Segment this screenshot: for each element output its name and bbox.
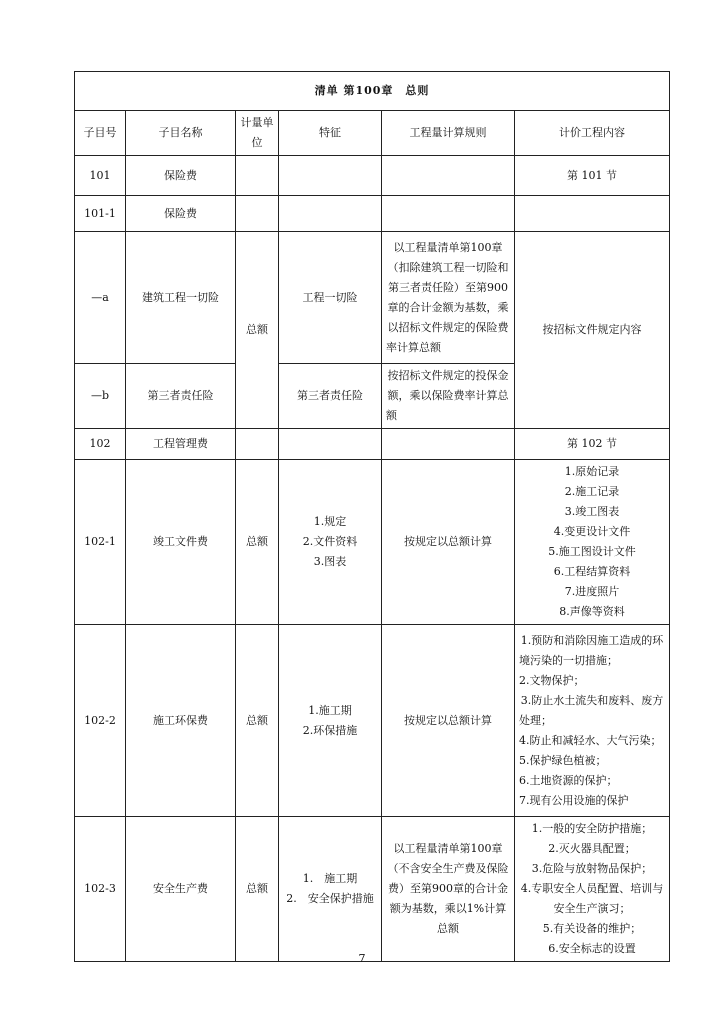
cell-name: 建筑工程一切险 [126,232,236,364]
content-item: 5.保护绿色植被； [519,753,607,767]
feature-item: 1.施工期 [308,703,352,717]
content-item: 7.现有公用设施的保护 [519,793,629,807]
table-row [75,817,670,962]
cell-code: —a [75,232,126,364]
content-item: 1.原始记录 [564,465,620,478]
cell-content: 第 101 节 [515,156,670,196]
cell-name: 安全生产费 [126,817,236,962]
cell-content: 按招标文件规定内容 [515,232,670,429]
cell-feature-list [279,817,382,962]
feature-item: 3.图表 [313,555,347,568]
cell-unit: 总额 [236,232,279,429]
cell-code: 101-1 [75,196,126,232]
content-item: 2.施工记录 [564,485,620,498]
table-title: 清单 第100章 总则 [75,72,670,111]
cell-name: 工程管理费 [126,429,236,460]
cell-rule: 以工程量清单第100章（扣除建筑工程一切险和第三者责任险）至第900章的合计金额为基数，乘以招标文件规定的保险费率计算总额 [382,232,515,364]
cell-feature-list [279,460,382,625]
cell-name: 第三者责任险 [126,364,236,429]
header-feature: 特征 [279,111,382,156]
cell-unit [236,156,279,196]
cell-feature-list [279,625,382,817]
content-item: 4.专职安全人员配置、培训与安全生产演习； [520,882,664,915]
cell-rule: 按招标文件规定的投保金额，乘以保险费率计算总额 [382,364,515,429]
cell-code: 102-1 [75,460,126,625]
header-name: 子目名称 [126,111,236,156]
cell-code: 102-3 [75,817,126,962]
table-row [75,429,670,460]
cell-unit [236,429,279,460]
cell-code: 101 [75,156,126,196]
cell-code: —b [75,364,126,429]
table-row [75,232,670,364]
content-item: 3.防止水土流失和废料、废方处理； [519,693,664,727]
content-item: 6.安全标志的设置 [548,942,636,955]
feature-item: 1. 施工期 [302,872,358,885]
table-row [75,196,670,232]
feature-item: 1.规定 [313,515,347,528]
cell-name: 保险费 [126,196,236,232]
content-item: 1.预防和消除因施工造成的环境污染的一切措施； [519,633,664,667]
content-item: 4.变更设计文件 [553,525,631,538]
feature-item: 2.环保措施 [302,723,358,737]
header-code: 子目号 [75,111,126,156]
content-item: 8.声像等资料 [559,605,625,618]
cell-code: 102-2 [75,625,126,817]
content-item: 6.土地资源的保护； [519,773,618,787]
cell-content-list [515,625,670,817]
cell-code: 102 [75,429,126,460]
cell-feature [279,429,382,460]
cell-content: 第 102 节 [515,429,670,460]
bill-of-quantities-table [74,71,670,962]
cell-name: 保险费 [126,156,236,196]
cell-content [515,196,670,232]
cell-rule [382,196,515,232]
content-item: 6.工程结算资料 [553,565,631,578]
content-item: 5.有关设备的维护； [542,922,642,935]
cell-rule: 按规定以总额计算 [382,625,515,817]
cell-feature: 第三者责任险 [279,364,382,429]
cell-feature [279,196,382,232]
cell-rule: 按规定以总额计算 [382,460,515,625]
header-content: 计价工程内容 [515,111,670,156]
cell-name: 施工环保费 [126,625,236,817]
page-number: 7 [358,952,366,965]
header-rule: 工程量计算规则 [382,111,515,156]
cell-content-list [515,817,670,962]
header-row [75,111,670,156]
table-row [75,460,670,625]
cell-feature [279,156,382,196]
cell-name: 竣工文件费 [126,460,236,625]
content-item: 2.文物保护； [519,673,585,687]
content-item: 1.一般的安全防护措施； [531,822,653,835]
table-row [75,156,670,196]
feature-item: 2. 安全保护措施 [286,892,374,905]
content-item: 4.防止和减轻水、大气污染； [519,733,662,747]
content-item: 2.灭火器具配置； [548,842,636,855]
cell-unit: 总额 [236,817,279,962]
content-item: 5.施工图设计文件 [548,545,636,558]
cell-unit [236,196,279,232]
content-item: 3.危险与放射物品保护； [531,862,653,875]
cell-unit: 总额 [236,625,279,817]
table-row [75,625,670,817]
feature-item: 2.文件资料 [302,535,358,548]
cell-feature: 工程一切险 [279,232,382,364]
cell-rule: 以工程量清单第100章（不含安全生产费及保险费）至第900章的合计金额为基数，乘以1%计算总额 [382,817,515,962]
cell-unit: 总额 [236,460,279,625]
cell-rule [382,156,515,196]
content-item: 7.进度照片 [564,585,620,598]
cell-content-list [515,460,670,625]
cell-rule [382,429,515,460]
header-unit: 计量单位 [236,111,279,156]
content-item: 3.竣工图表 [564,505,620,518]
